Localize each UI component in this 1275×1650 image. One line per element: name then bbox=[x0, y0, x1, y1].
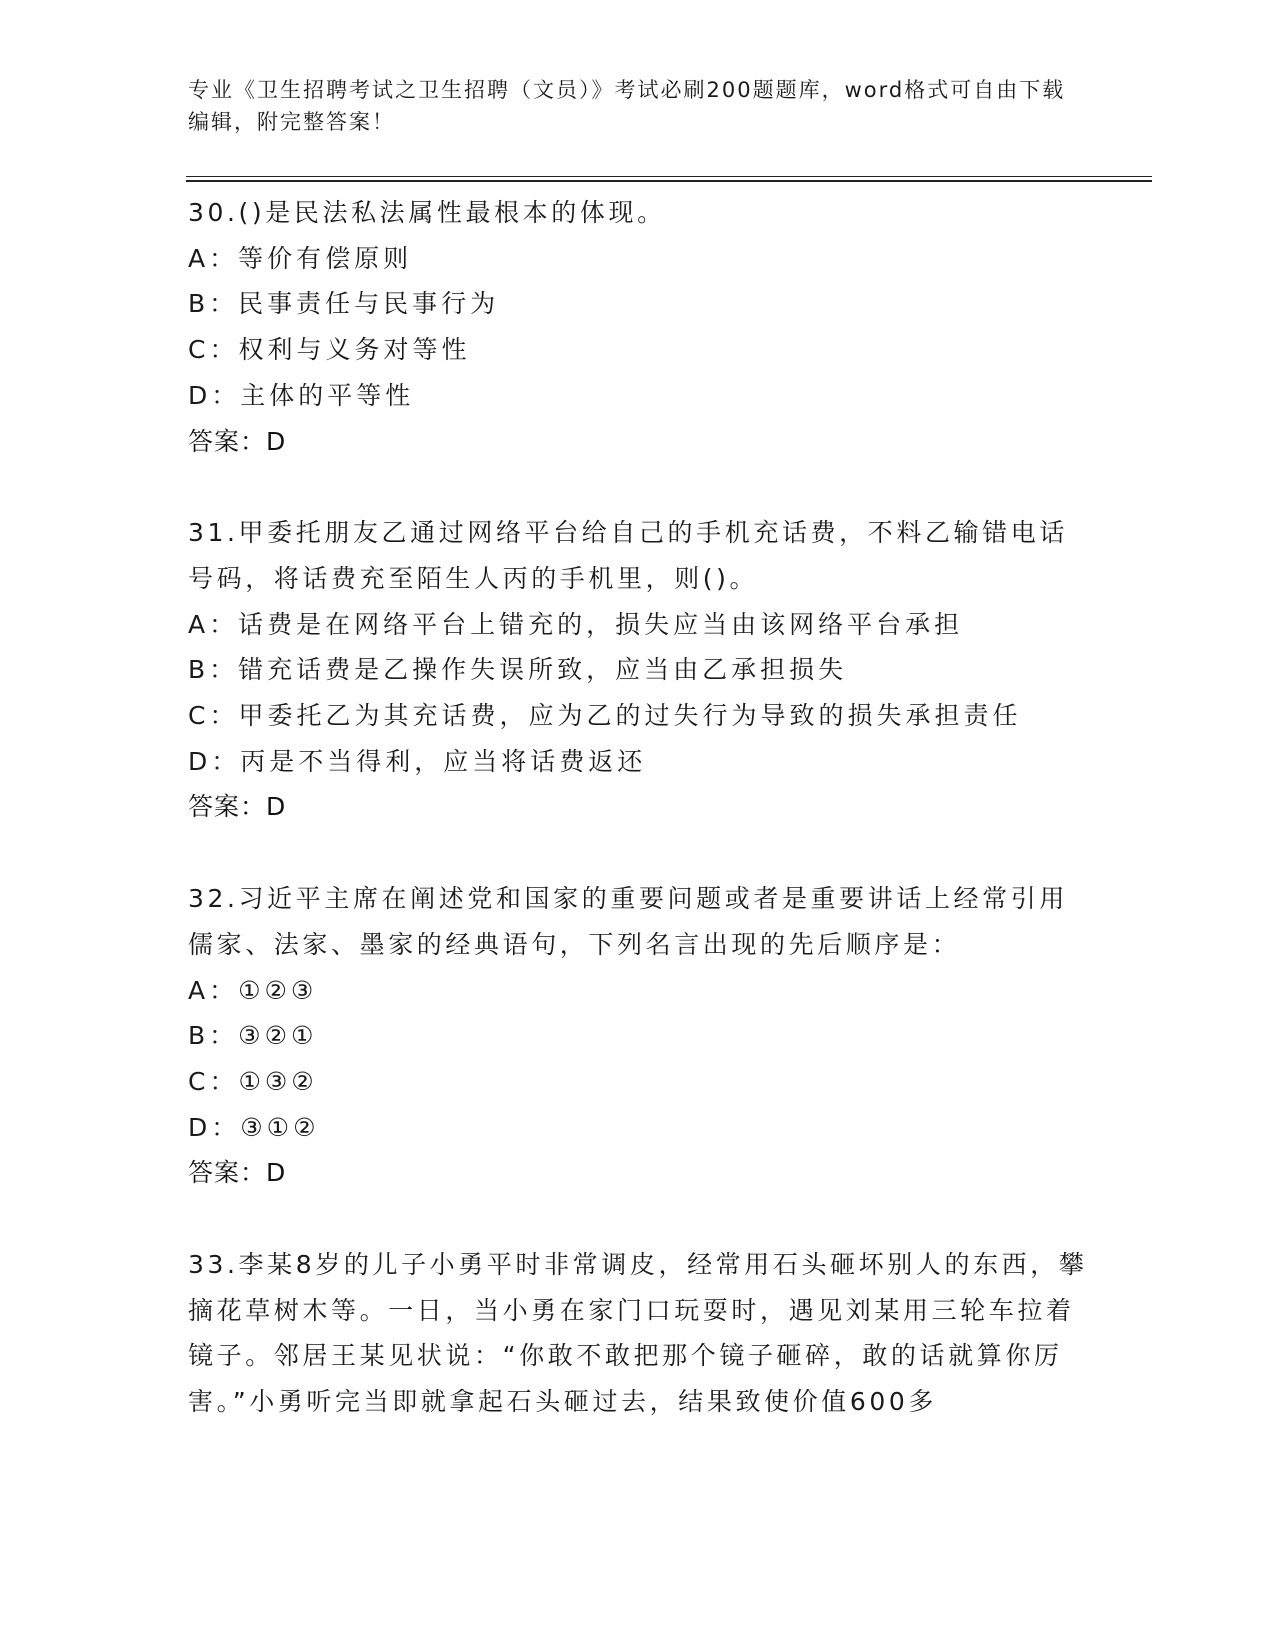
question-33 bbox=[188, 1242, 1088, 1425]
header-divider-thick bbox=[186, 180, 1152, 182]
answer-line: 答案：D bbox=[188, 1158, 287, 1188]
option-c: C：①③② bbox=[188, 1066, 318, 1096]
option-b: B：错充话费是乙操作失误所致，应当由乙承担损失 bbox=[188, 655, 848, 685]
option-a: A：等价有偿原则 bbox=[188, 243, 413, 273]
answer-line: 答案：D bbox=[188, 426, 287, 456]
question-list bbox=[188, 190, 1088, 1471]
option-d: D：丙是不当得利，应当将话费返还 bbox=[188, 746, 647, 776]
question-30 bbox=[188, 190, 1088, 464]
option-b: B：③②① bbox=[188, 1021, 318, 1051]
option-a: A：话费是在网络平台上错充的，损失应当由该网络平台承担 bbox=[188, 609, 964, 639]
option-d: D：③①② bbox=[188, 1112, 320, 1142]
question-stem: 31.甲委托朋友乙通过网络平台给自己的手机充话费，不料乙输错电话号码，将话费充至陌生人丙的手机里，则()。 bbox=[188, 518, 1068, 593]
header-divider-thin bbox=[186, 176, 1152, 177]
question-stem: 33.李某8岁的儿子小勇平时非常调皮，经常用石头砸坏别人的东西，攀摘花草树木等。一日，当小勇在家门口玩耍时，遇见刘某用三轮车拉着镜子。邻居王某见状说：“你敢不敢把那个镜子砸碎，敢的话就算你厉害。”小勇听完当即就拿起石头砸过去，结果致使价值600多 bbox=[188, 1250, 1088, 1417]
option-a: A：①②③ bbox=[188, 975, 318, 1005]
question-31 bbox=[188, 510, 1088, 830]
question-32 bbox=[188, 876, 1088, 1196]
question-stem: 32.习近平主席在阐述党和国家的重要问题或者是重要讲话上经常引用儒家、法家、墨家的经典语句，下列名言出现的先后顺序是： bbox=[188, 884, 1068, 959]
option-c: C：甲委托乙为其充话费，应为乙的过失行为导致的损失承担责任 bbox=[188, 701, 1022, 731]
option-c: C：权利与义务对等性 bbox=[188, 335, 471, 365]
option-b: B：民事责任与民事行为 bbox=[188, 289, 500, 319]
document-header: 专业《卫生招聘考试之卫生招聘（文员）》考试必刷200题题库，word格式可自由下载编辑，附完整答案！ bbox=[188, 78, 1066, 134]
answer-line: 答案：D bbox=[188, 792, 287, 822]
question-stem: 30.()是民法私法属性最根本的体现。 bbox=[188, 198, 666, 227]
option-d: D：主体的平等性 bbox=[188, 380, 415, 410]
